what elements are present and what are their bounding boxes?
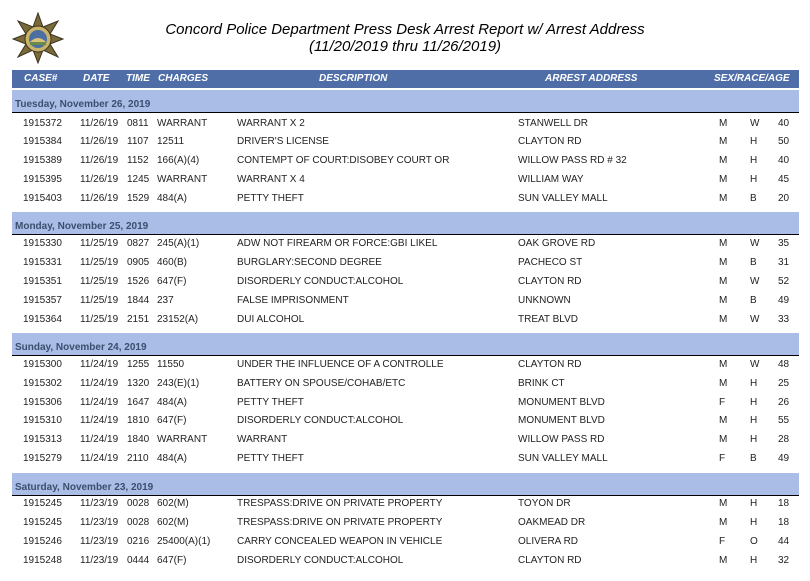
- time-cell: 1647: [127, 397, 150, 408]
- description-cell: DISORDERLY CONDUCT:ALCOHOL: [237, 276, 404, 287]
- age-cell: 45: [778, 174, 790, 185]
- charges-cell: 460(B): [157, 257, 188, 268]
- race-cell: H: [750, 517, 758, 528]
- column-header-row: [12, 70, 799, 88]
- time-cell: 1844: [127, 295, 150, 306]
- column-header-time: TIME: [126, 73, 150, 84]
- race-cell: H: [750, 397, 758, 408]
- time-cell: 0827: [127, 238, 150, 249]
- charges-cell: 11550: [157, 359, 185, 370]
- sex-cell: F: [719, 453, 726, 464]
- description-cell: PETTY THEFT: [237, 453, 304, 464]
- charges-cell: 245(A)(1): [157, 238, 200, 249]
- case-number-cell: 1915330: [23, 238, 62, 249]
- case-number-cell: 1915310: [23, 415, 62, 426]
- time-cell: 1245: [127, 174, 150, 185]
- sex-cell: M: [719, 378, 728, 389]
- time-cell: 0028: [127, 498, 150, 509]
- sex-cell: M: [719, 136, 728, 147]
- case-number-cell: 1915357: [23, 295, 62, 306]
- table-row: [12, 495, 799, 513]
- day-group-label: Sunday, November 24, 2019: [15, 342, 147, 353]
- charges-cell: 25400(A)(1): [157, 536, 211, 547]
- description-cell: BATTERY ON SPOUSE/COHAB/ETC: [237, 378, 406, 389]
- age-cell: 26: [778, 397, 790, 408]
- sex-cell: M: [719, 238, 728, 249]
- sex-cell: M: [719, 155, 728, 166]
- sex-cell: M: [719, 295, 728, 306]
- charges-cell: 602(M): [157, 517, 189, 528]
- case-number-cell: 1915248: [23, 555, 62, 566]
- date-cell: 11/26/19: [80, 118, 119, 129]
- charges-cell: WARRANT: [157, 118, 208, 129]
- column-header-case: CASE#: [24, 73, 58, 84]
- race-cell: H: [750, 498, 758, 509]
- time-cell: 1320: [127, 378, 150, 389]
- table-row: [12, 311, 799, 329]
- date-cell: 11/24/19: [80, 397, 119, 408]
- sex-cell: M: [719, 314, 728, 325]
- case-number-cell: 1915351: [23, 276, 62, 287]
- arrest-address-cell: SUN VALLEY MALL: [518, 193, 608, 204]
- race-cell: W: [750, 238, 760, 249]
- arrest-address-cell: TREAT BLVD: [518, 314, 579, 325]
- description-cell: FALSE IMPRISONMENT: [237, 295, 349, 306]
- case-number-cell: 1915279: [23, 453, 62, 464]
- time-cell: 0811: [127, 118, 149, 129]
- race-cell: H: [750, 378, 758, 389]
- case-number-cell: 1915300: [23, 359, 62, 370]
- table-row: [12, 375, 799, 393]
- charges-cell: 484(A): [157, 453, 188, 464]
- table-row: [12, 514, 799, 532]
- case-number-cell: 1915395: [23, 174, 62, 185]
- sex-cell: M: [719, 434, 728, 445]
- time-cell: 1107: [127, 136, 149, 147]
- race-cell: B: [750, 193, 757, 204]
- table-row: [12, 171, 799, 189]
- charges-cell: WARRANT: [157, 174, 208, 185]
- case-number-cell: 1915372: [23, 118, 62, 129]
- sex-cell: M: [719, 415, 728, 426]
- date-cell: 11/24/19: [80, 453, 119, 464]
- description-cell: WARRANT X 2: [237, 118, 305, 129]
- race-cell: H: [750, 415, 758, 426]
- description-cell: TRESPASS:DRIVE ON PRIVATE PROPERTY: [237, 517, 443, 528]
- arrest-address-cell: OLIVERA RD: [518, 536, 579, 547]
- date-cell: 11/25/19: [80, 276, 119, 287]
- arrest-address-cell: CLAYTON RD: [518, 136, 582, 147]
- charges-cell: WARRANT: [157, 434, 208, 445]
- arrest-address-cell: OAK GROVE RD: [518, 238, 596, 249]
- day-group-band: [12, 333, 799, 355]
- description-cell: UNDER THE INFLUENCE OF A CONTROLLE: [237, 359, 444, 370]
- charges-cell: 243(E)(1): [157, 378, 200, 389]
- age-cell: 49: [778, 295, 790, 306]
- time-cell: 0444: [127, 555, 150, 566]
- table-row: [12, 235, 799, 253]
- date-cell: 11/25/19: [80, 257, 119, 268]
- race-cell: W: [750, 314, 760, 325]
- sex-cell: M: [719, 276, 728, 287]
- age-cell: 18: [778, 498, 790, 509]
- time-cell: 1810: [127, 415, 150, 426]
- arrest-address-cell: MONUMENT BLVD: [518, 415, 605, 426]
- time-cell: 1529: [127, 193, 150, 204]
- table-row: [12, 412, 799, 430]
- sex-cell: M: [719, 359, 728, 370]
- day-group-label: Saturday, November 23, 2019: [15, 482, 154, 493]
- date-cell: 11/24/19: [80, 359, 119, 370]
- table-row: [12, 115, 799, 133]
- table-row: [12, 450, 799, 468]
- day-group-label: Tuesday, November 26, 2019: [15, 99, 151, 110]
- charges-cell: 12511: [157, 136, 185, 147]
- day-group-band: [12, 212, 799, 234]
- charges-cell: 602(M): [157, 498, 189, 509]
- age-cell: 50: [778, 136, 790, 147]
- time-cell: 0216: [127, 536, 150, 547]
- charges-cell: 23152(A): [157, 314, 199, 325]
- age-cell: 28: [778, 434, 790, 445]
- race-cell: H: [750, 174, 758, 185]
- date-cell: 11/25/19: [80, 314, 119, 325]
- time-cell: 1152: [127, 155, 149, 166]
- table-row: [12, 552, 799, 570]
- table-row: [12, 292, 799, 310]
- arrest-address-cell: BRINK CT: [518, 378, 565, 389]
- case-number-cell: 1915384: [23, 136, 62, 147]
- description-cell: WARRANT: [237, 434, 288, 445]
- sex-cell: M: [719, 174, 728, 185]
- table-row: [12, 133, 799, 151]
- arrest-address-cell: STANWELL DR: [518, 118, 589, 129]
- report-title: Concord Police Department Press Desk Arrest Report w/ Arrest Address: [165, 21, 645, 38]
- race-cell: O: [750, 536, 758, 547]
- race-cell: B: [750, 257, 757, 268]
- column-header-charges: CHARGES: [158, 73, 209, 84]
- group-divider: [12, 112, 799, 113]
- age-cell: 55: [778, 415, 790, 426]
- charges-cell: 166(A)(4): [157, 155, 200, 166]
- date-cell: 11/25/19: [80, 295, 119, 306]
- sex-cell: M: [719, 498, 728, 509]
- charges-cell: 647(F): [157, 555, 187, 566]
- arrest-address-cell: OAKMEAD DR: [518, 517, 586, 528]
- age-cell: 35: [778, 238, 790, 249]
- time-cell: 2151: [127, 314, 150, 325]
- arrest-address-cell: WILLOW PASS RD: [518, 434, 605, 445]
- case-number-cell: 1915389: [23, 155, 62, 166]
- arrest-address-cell: CLAYTON RD: [518, 276, 582, 287]
- age-cell: 52: [778, 276, 790, 287]
- column-header-date: DATE: [83, 73, 110, 84]
- date-cell: 11/26/19: [80, 155, 119, 166]
- race-cell: W: [750, 359, 760, 370]
- column-header-description: DESCRIPTION: [319, 73, 388, 84]
- date-cell: 11/26/19: [80, 193, 119, 204]
- case-number-cell: 1915245: [23, 498, 62, 509]
- date-cell: 11/24/19: [80, 415, 119, 426]
- race-cell: W: [750, 276, 760, 287]
- report-date-range: (11/20/2019 thru 11/26/2019): [308, 38, 502, 55]
- description-cell: CARRY CONCEALED WEAPON IN VEHICLE: [237, 536, 443, 547]
- charges-cell: 484(A): [157, 397, 188, 408]
- day-group-band: [12, 90, 799, 112]
- sex-cell: F: [719, 536, 726, 547]
- case-number-cell: 1915302: [23, 378, 62, 389]
- description-cell: CONTEMPT OF COURT:DISOBEY COURT OR: [237, 155, 450, 166]
- description-cell: DISORDERLY CONDUCT:ALCOHOL: [237, 415, 404, 426]
- table-row: [12, 533, 799, 551]
- race-cell: H: [750, 555, 758, 566]
- case-number-cell: 1915306: [23, 397, 62, 408]
- date-cell: 11/23/19: [80, 536, 119, 547]
- arrest-address-cell: WILLOW PASS RD # 32: [518, 155, 627, 166]
- race-cell: H: [750, 434, 758, 445]
- date-cell: 11/24/19: [80, 378, 119, 389]
- case-number-cell: 1915403: [23, 193, 62, 204]
- table-row: [12, 356, 799, 374]
- column-header-sex-race-age: SEX/RACE/AGE: [714, 73, 790, 84]
- age-cell: 31: [778, 257, 790, 268]
- table-row: [12, 431, 799, 449]
- table-row: [12, 254, 799, 272]
- date-cell: 11/24/19: [80, 434, 119, 445]
- race-cell: B: [750, 453, 757, 464]
- arrest-address-cell: WILLIAM WAY: [518, 174, 584, 185]
- description-cell: TRESPASS:DRIVE ON PRIVATE PROPERTY: [237, 498, 443, 509]
- charges-cell: 647(F): [157, 276, 187, 287]
- charges-cell: 484(A): [157, 193, 188, 204]
- age-cell: 20: [778, 193, 790, 204]
- table-row: [12, 273, 799, 291]
- case-number-cell: 1915246: [23, 536, 62, 547]
- case-number-cell: 1915364: [23, 314, 62, 325]
- charges-cell: 647(F): [157, 415, 187, 426]
- description-cell: DRIVER'S LICENSE: [237, 136, 329, 147]
- race-cell: B: [750, 295, 757, 306]
- column-header-address: ARREST ADDRESS: [545, 73, 638, 84]
- age-cell: 40: [778, 118, 790, 129]
- sex-cell: F: [719, 397, 726, 408]
- sex-cell: M: [719, 257, 728, 268]
- case-number-cell: 1915313: [23, 434, 62, 445]
- case-number-cell: 1915331: [23, 257, 62, 268]
- age-cell: 44: [778, 536, 790, 547]
- description-cell: ADW NOT FIREARM OR FORCE:GBI LIKEL: [237, 238, 438, 249]
- table-row: [12, 152, 799, 170]
- age-cell: 33: [778, 314, 790, 325]
- age-cell: 18: [778, 517, 790, 528]
- arrest-address-cell: CLAYTON RD: [518, 555, 582, 566]
- arrest-address-cell: PACHECO ST: [518, 257, 583, 268]
- time-cell: 1840: [127, 434, 150, 445]
- arrest-address-cell: TOYON DR: [518, 498, 571, 509]
- day-group-label: Monday, November 25, 2019: [15, 221, 149, 232]
- race-cell: H: [750, 155, 758, 166]
- description-cell: PETTY THEFT: [237, 193, 304, 204]
- arrest-address-cell: MONUMENT BLVD: [518, 397, 605, 408]
- arrest-address-cell: SUN VALLEY MALL: [518, 453, 608, 464]
- time-cell: 0905: [127, 257, 150, 268]
- sex-cell: M: [719, 517, 728, 528]
- date-cell: 11/23/19: [80, 498, 119, 509]
- time-cell: 2110: [127, 453, 149, 464]
- description-cell: BURGLARY:SECOND DEGREE: [237, 257, 382, 268]
- table-row: [12, 394, 799, 412]
- date-cell: 11/26/19: [80, 136, 119, 147]
- sex-cell: M: [719, 118, 728, 129]
- date-cell: 11/26/19: [80, 174, 119, 185]
- age-cell: 48: [778, 359, 790, 370]
- sex-cell: M: [719, 555, 728, 566]
- age-cell: 49: [778, 453, 790, 464]
- time-cell: 0028: [127, 517, 150, 528]
- description-cell: PETTY THEFT: [237, 397, 304, 408]
- description-cell: DUI ALCOHOL: [237, 314, 305, 325]
- description-cell: WARRANT X 4: [237, 174, 305, 185]
- time-cell: 1526: [127, 276, 150, 287]
- arrest-address-cell: UNKNOWN: [518, 295, 571, 306]
- description-cell: DISORDERLY CONDUCT:ALCOHOL: [237, 555, 404, 566]
- age-cell: 40: [778, 155, 790, 166]
- case-number-cell: 1915245: [23, 517, 62, 528]
- arrest-address-cell: CLAYTON RD: [518, 359, 582, 370]
- date-cell: 11/25/19: [80, 238, 119, 249]
- age-cell: 32: [778, 555, 790, 566]
- time-cell: 1255: [127, 359, 150, 370]
- age-cell: 25: [778, 378, 790, 389]
- table-row: [12, 190, 799, 208]
- race-cell: H: [750, 136, 758, 147]
- sex-cell: M: [719, 193, 728, 204]
- charges-cell: 237: [157, 295, 174, 306]
- date-cell: 11/23/19: [80, 517, 119, 528]
- day-group-band: [12, 473, 799, 495]
- race-cell: W: [750, 118, 760, 129]
- date-cell: 11/23/19: [80, 555, 119, 566]
